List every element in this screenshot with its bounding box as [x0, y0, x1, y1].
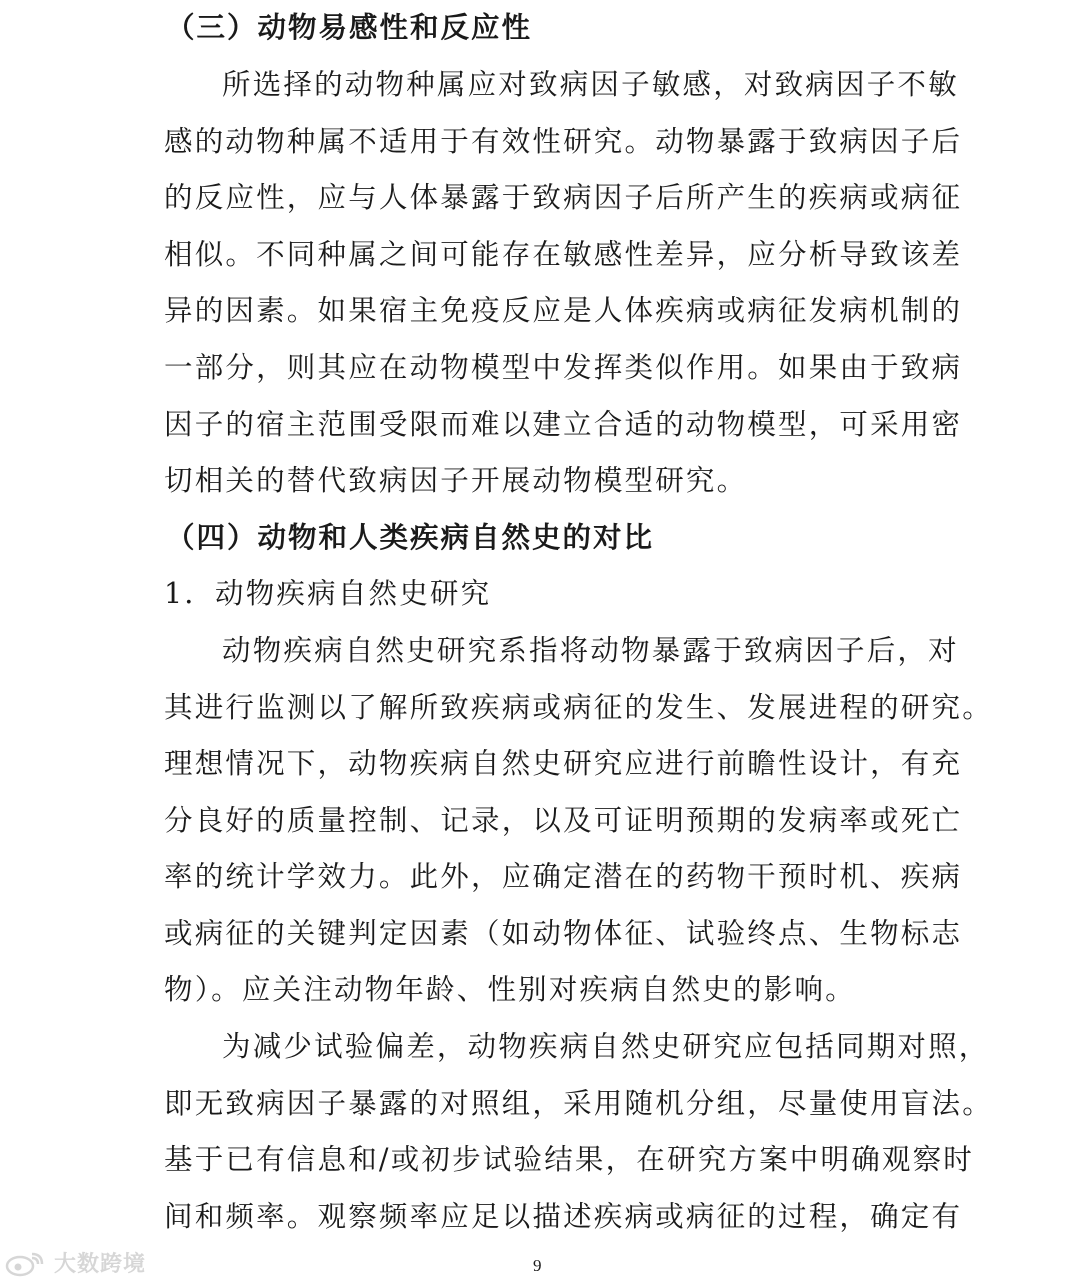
section-heading-3: （三）动物易感性和反应性 [166, 11, 533, 44]
paragraph-line: 分良好的质量控制、记录，以及可证明预期的发病率或死亡 [164, 804, 963, 837]
paragraph-line: 动物疾病自然史研究系指将动物暴露于致病因子后，对 [222, 634, 959, 667]
paragraph-line: 即无致病因子暴露的对照组，采用随机分组，尽量使用盲法。 [164, 1087, 993, 1120]
watermark-text: 大数跨境 [54, 1252, 147, 1277]
paragraph-line: 或病征的关键判定因素（如动物体征、试验终点、生物标志 [164, 917, 963, 950]
paragraph-line: 率的统计学效力。此外，应确定潜在的药物干预时机、疾病 [164, 860, 963, 893]
paragraph-line: 异的因素。如果宿主免疫反应是人体疾病或病征发病机制的 [164, 294, 963, 327]
paragraph-line: 其进行监测以了解所致疾病或病征的发生、发展进程的研究。 [164, 691, 993, 724]
paragraph-line: 为减少试验偏差，动物疾病自然史研究应包括同期对照， [222, 1030, 990, 1063]
paragraph-line: 感的动物种属不适用于有效性研究。动物暴露于致病因子后 [164, 125, 963, 158]
paragraph-line: 因子的宿主范围受限而难以建立合适的动物模型，可采用密 [164, 408, 963, 441]
page-number: 9 [533, 1256, 542, 1275]
paragraph-line: 间和频率。观察频率应足以描述疾病或病征的过程，确定有 [164, 1200, 963, 1233]
paragraph-line: 物）。应关注动物年龄、性别对疾病自然史的影响。 [164, 973, 856, 1006]
watermark [4, 1247, 146, 1278]
paragraph-line: 一部分，则其应在动物模型中发挥类似作用。如果由于致病 [164, 351, 963, 384]
section-heading-4: （四）动物和人类疾病自然史的对比 [166, 521, 655, 554]
paragraph-line: 的反应性，应与人体暴露于致病因子后所产生的疾病或病征 [164, 181, 963, 214]
paragraph-line: 所选择的动物种属应对致病因子敏感，对致病因子不敏 [222, 68, 959, 101]
paragraph-line: 基于已有信息和/或初步试验结果，在研究方案中明确观察时 [164, 1143, 975, 1176]
paragraph-line: 理想情况下，动物疾病自然史研究应进行前瞻性设计，有充 [164, 747, 963, 780]
weibo-style-logo-icon [4, 1248, 48, 1278]
paragraph-line: 相似。不同种属之间可能存在敏感性差异，应分析导致该差 [164, 238, 963, 271]
paragraph-line: 切相关的替代致病因子开展动物模型研究。 [164, 464, 748, 497]
subsection-heading: 1．动物疾病自然史研究 [164, 577, 492, 610]
